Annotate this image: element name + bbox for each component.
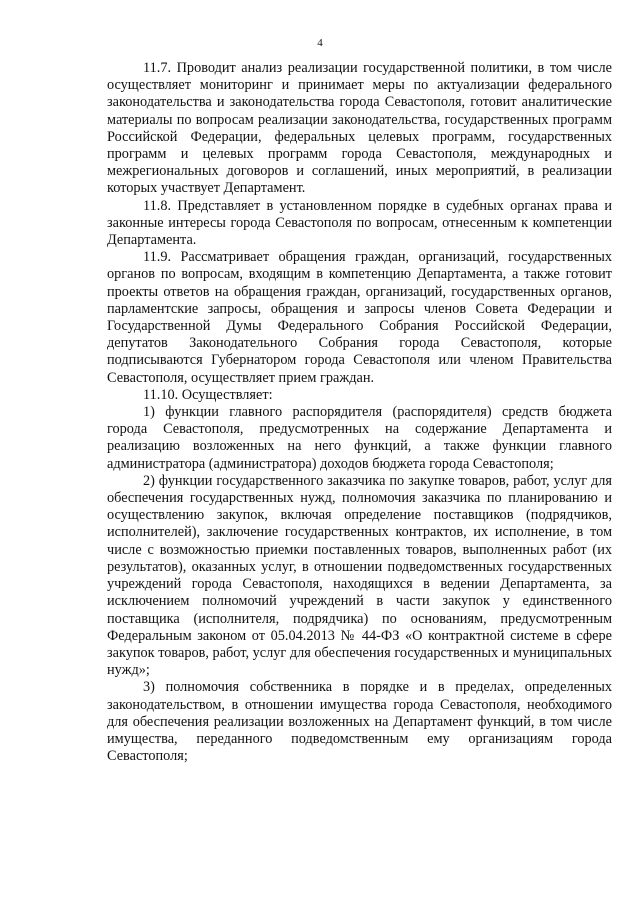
list-item-1: 1) функции главного распорядителя (распорядителя) средств бюджета города Севастополя, предусмотренных на содержание Департамента и реализацию возложенных на него функций, а также функции главного администратора (администратора) доходов бюджета города Севастополя; <box>107 404 612 472</box>
list-item-2: 2) функции государственного заказчика по закупке товаров, работ, услуг для обеспечения государственных нужд, полномочия заказчика по планированию и осуществлению закупок, включая определение поставщиков (подрядчиков, исполнителей), заключение государственных контрактов, их исполнение, в том числе с возможностью приемки поставленных товаров, выполненных работ (их результатов), оказанных услуг, в отношении подведомственных государственных учреждений города Севастополя, находящихся в ведении Департамента, за исключением полномочий учреждений в части закупок у единственного поставщика (исполнителя, подрядчика) по основаниям, предусмотренным Федеральным законом от 05.04.2013 № 44-ФЗ «О контрактной системе в сфере закупок товаров, работ, услуг для обеспечения государственных и муниципальных нужд»; <box>107 472 612 679</box>
list-item-3: 3) полномочия собственника в порядке и в пределах, определенных законодательством, в отношении имущества города Севастополя, необходимого для обеспечения реализации возложенных на Департамент функций, в том числе имущества, переданного подведомственным ему организациям города Севастополя; <box>107 679 612 765</box>
paragraph-11-7: 11.7. Проводит анализ реализации государственной политики, в том числе осуществляет мониторинг и принимает меры по актуализации федерального законодательства и законодательства города Севастополя, готовит аналитические материалы по вопросам реализации законодательства, государственных программ Российской Федерации, федеральных целевых программ, государственных программ и целевых программ города Севастополя, международных и межрегиональных договоров и соглашений, иных мероприятий, в реализации которых участвует Департамент. <box>107 60 612 197</box>
document-body <box>107 60 612 765</box>
paragraph-11-8: 11.8. Представляет в установленном порядке в судебных органах права и законные интересы города Севастополя по вопросам, отнесенным к компетенции Департамента. <box>107 197 612 249</box>
paragraph-11-9: 11.9. Рассматривает обращения граждан, организаций, государственных органов по вопросам, входящим в компетенцию Департамента, а также готовит проекты ответов на обращения граждан, организаций, государственных органов, парламентские запросы, обращения и запросы членов Совета Федерации и Государственной Думы Федерального Собрания Российской Федерации, депутатов Законодательного Собрания города Севастополя, которые подписываются Губернатором города Севастополя или членом Правительства Севастополя, осуществляет прием граждан. <box>107 249 612 386</box>
paragraph-11-10-heading: 11.10. Осуществляет: <box>143 386 273 403</box>
page-number: 4 <box>317 37 323 49</box>
